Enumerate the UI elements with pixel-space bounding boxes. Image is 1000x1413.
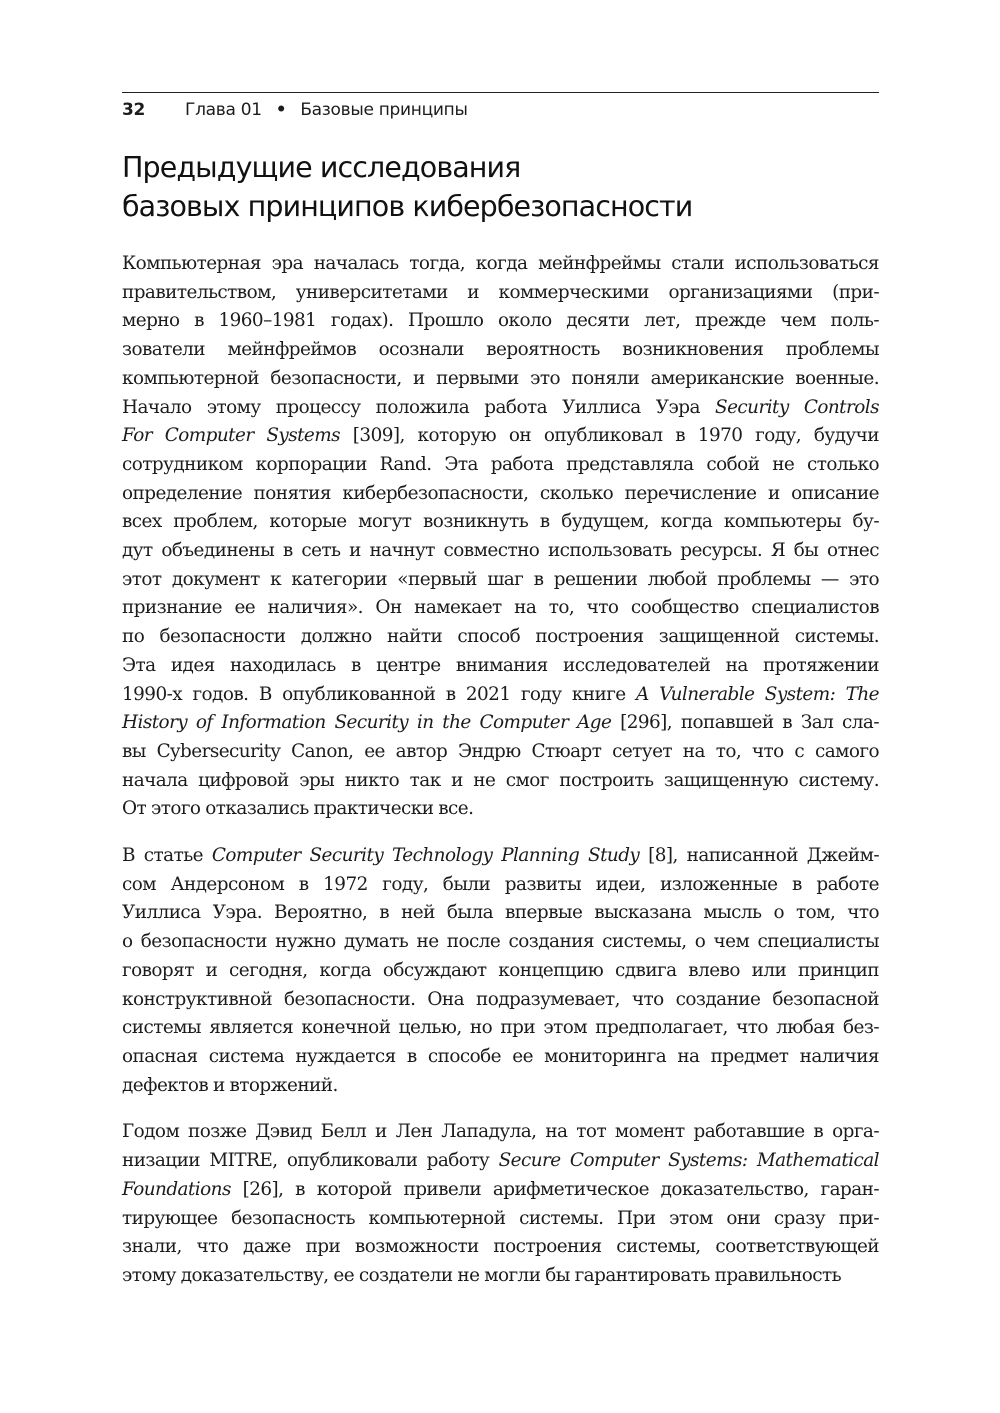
- text-line: сотрудником корпорации Rand. Эта работа представляла собой не столько: [122, 453, 879, 475]
- italic-title: A Vulnerable System: The: [635, 683, 879, 705]
- section-title-line: базовых принципов кибербезопасности: [122, 190, 693, 223]
- text-line: всех проблем, которые могут возникнуть в будущем, когда компьютеры бу-: [122, 511, 879, 533]
- text-line: компьютерной безопасности, и первыми это поняли американские военные.: [122, 367, 879, 389]
- text-line: Годом позже Дэвид Белл и Лен Лападула, на тот момент работавшие в орга-: [122, 1121, 879, 1143]
- text-line: вы Cybersecurity Canon, ее автор Эндрю Стюарт сетует на то, что с самого: [122, 740, 879, 762]
- text-line: History of Information Security in the Computer Age [296], попавшей в Зал сла-: [122, 712, 879, 734]
- text-line: этому доказательству, ее создатели не могли бы гарантировать правильность: [122, 1264, 842, 1286]
- italic-title: Foundations: [122, 1178, 231, 1200]
- italic-title: Secure Computer Systems: Mathematical: [498, 1150, 879, 1172]
- text-line: Foundations [26], в которой привели арифметическое доказательство, гаран-: [122, 1178, 879, 1200]
- paragraph: [122, 250, 879, 824]
- text-line: опасная система нуждается в способе ее мониторинга на предмет наличия: [122, 1045, 879, 1067]
- text-line: о безопасности нужно думать не после создания системы, о чем специалисты: [122, 931, 879, 953]
- text-line: В статье Computer Security Technology Planning Study [8], написанной Джейм-: [122, 845, 879, 867]
- text-line: определение понятия кибербезопасности, сколько перечисление и описание: [122, 482, 879, 504]
- paragraph: [122, 842, 879, 1100]
- text-line: For Computer Systems [309], которую он опубликовал в 1970 году, будучи: [122, 425, 879, 447]
- text-line: Компьютерная эра началась тогда, когда мейнфреймы стали использоваться: [122, 253, 879, 274]
- text-line: Начало этому процессу положила работа Уиллиса Уэра Security Controls: [122, 396, 879, 418]
- body-text: [122, 250, 879, 1291]
- text-line: этот документ к категории «первый шаг в решении любой проблемы — это: [122, 568, 879, 590]
- italic-title: Computer Security Technology Planning Study: [211, 845, 640, 867]
- italic-title: Security Controls: [715, 396, 879, 418]
- text-line: системы является конечной целью, но при этом предполагает, что любая без-: [122, 1017, 879, 1039]
- text-line: Эта идея находилась в центре внимания исследователей на протяжении: [122, 654, 879, 676]
- text-line: конструктивной безопасности. Она подразумевает, что создание безопасной: [122, 988, 879, 1010]
- text-line: От этого отказались практически все.: [122, 798, 474, 820]
- page-number: 32: [122, 100, 146, 120]
- text-line: зователи мейнфреймов осознали вероятность возникновения проблемы: [122, 339, 879, 361]
- text-line: говорят и сегодня, когда обсуждают концепцию сдвига влево или принцип: [122, 959, 879, 981]
- text-line: по безопасности должно найти способ построения защищенной системы.: [122, 626, 879, 648]
- paragraph: [122, 1118, 879, 1290]
- text-line: дут объединены в сеть и начнут совместно использовать ресурсы. Я бы отнес: [122, 540, 879, 562]
- text-line: тирующее безопасность компьютерной системы. При этом они сразу при-: [122, 1207, 879, 1229]
- text-line: знали, что даже при возможности построения системы, соответствующей: [122, 1236, 879, 1258]
- text-line: Уиллиса Уэра. Вероятно, в ней была впервые высказана мысль о том, что: [122, 902, 879, 924]
- section-title: [122, 148, 879, 226]
- book-page: [122, 92, 879, 1309]
- header-bullet: •: [275, 100, 287, 120]
- section-title-line: Предыдущие исследования: [122, 151, 521, 184]
- section-label: Базовые принципы: [300, 100, 468, 120]
- text-line: дефектов и вторжений.: [122, 1074, 338, 1096]
- text-line: сом Андерсоном в 1972 году, были развиты идеи, изложенные в работе: [122, 873, 879, 895]
- text-line: 1990-х годов. В опубликованной в 2021 году книге A Vulnerable System: The: [122, 683, 879, 705]
- text-line: правительством, университетами и коммерческими организациями (при-: [122, 281, 879, 303]
- running-header: [122, 92, 879, 126]
- italic-title: History of Information Security in the Computer Age: [122, 712, 612, 734]
- text-line: мерно в 1960–1981 годах). Прошло около десяти лет, прежде чем поль-: [122, 310, 879, 332]
- text-line: начала цифровой эры никто так и не смог построить защищенную систему.: [122, 769, 879, 791]
- chapter-label: Глава 01: [185, 100, 262, 120]
- text-line: низации MITRE, опубликовали работу Secure Computer Systems: Mathematical: [122, 1150, 879, 1172]
- text-line: признание ее наличия». Он намекает на то, что сообщество специалистов: [122, 597, 879, 619]
- italic-title: For Computer Systems: [122, 425, 341, 447]
